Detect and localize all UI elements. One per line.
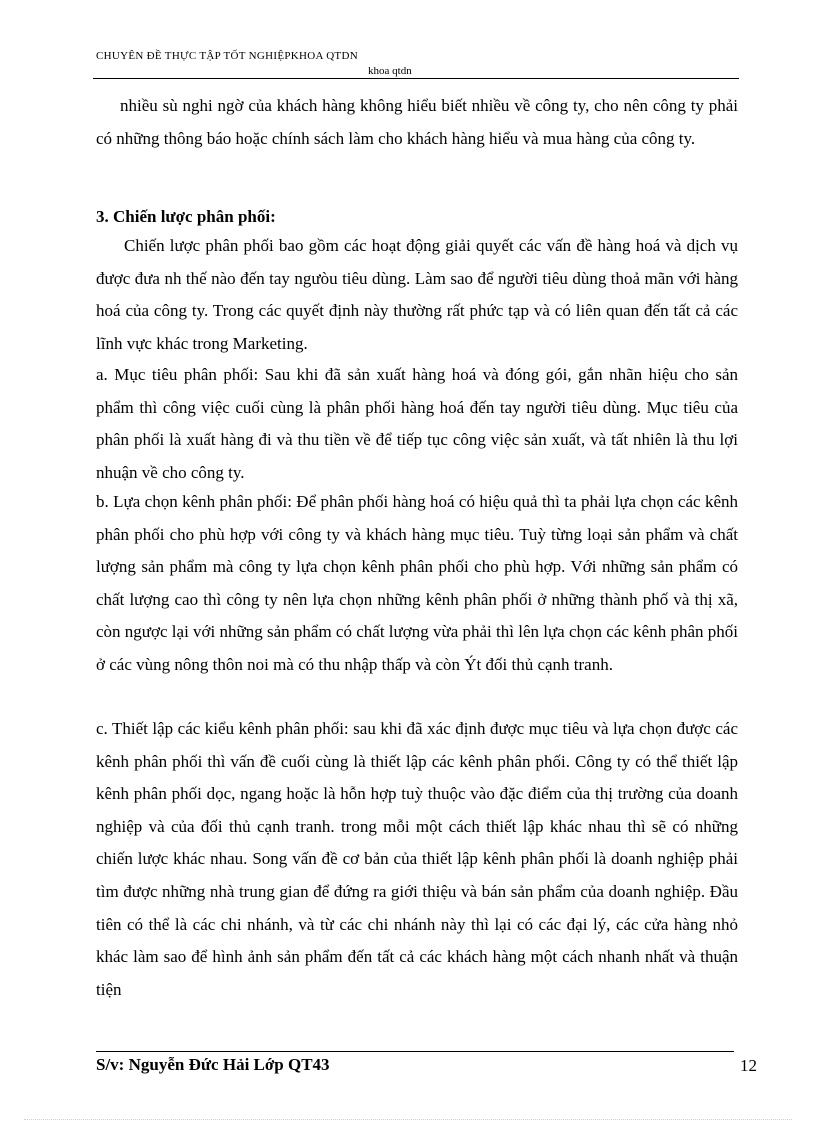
running-header-subtitle: khoa qtdn xyxy=(368,65,412,77)
page-number: 12 xyxy=(740,1056,757,1075)
running-header-title: CHUYÊN ĐỀ THỰC TẬP TỐT NGHIỆPKHOA QTDN xyxy=(96,50,358,62)
paragraph-c: c. Thiết lập các kiểu kênh phân phối: sau khi đã xác định được mục tiêu và lựa chọn được các kênh phân phối thì vấn đề cuối cùng là thiết lập các kênh phân phối. Công ty có thể thiết lập kênh phân phối dọc, ngang hoặc là hỗn hợp tuỳ thuộc vào đặc điểm của thị trường của doanh nghiệp và của đối thủ cạnh tranh. trong mỗi một cách thiết lập khác nhau thì sẽ có những chiến lược khác nhau. Song vấn đề cơ bản của thiết lập kênh phân phối là doanh nghiệp phải tìm được những nhà trung gian để đứng ra giới thiệu và bán sản phẩm của doanh nghiệp. Đầu tiên có thể là các chi nhánh, và từ các chi nhánh này thì lại có các đại lý, các cửa hàng nhỏ khác làm sao để hình ảnh sản phẩm đến tất cả các khách hàng một cách nhanh nhất và thuận tiện xyxy=(96,719,738,999)
paragraph-b: b. Lựa chọn kênh phân phối: Để phân phối hàng hoá có hiệu quả thì ta phải lựa chọn các kênh phân phối cho phù hợp với công ty và khách hàng mục tiêu. Tuỳ từng loại sản phẩm và chất lượng sản phẩm mà công ty lựa chọn kênh phân phối cho phù hợp. Với những sản phẩm có chất lượng cao thì công ty nên lựa chọn những kênh phân phối ở những thành phố và thị xã, còn ngược lại với những sản phẩm có chất lượng vừa phải thì lên lựa chọn các kênh phân phối ở các vùng nông thôn noi mà có thu nhập thấp và còn Ýt đối thủ cạnh tranh. xyxy=(96,492,738,674)
intro-paragraph: nhiều sù nghi ngờ của khách hàng không hiểu biết nhiều về công ty, cho nên công ty phải có những thông báo hoặc chính sách làm cho khách hàng hiểu và mua hàng của công ty. xyxy=(96,96,738,148)
footer-author: S/v: Nguyễn Đức Hải Lớp QT43 xyxy=(96,1055,330,1074)
header-divider xyxy=(93,78,739,79)
section-heading: 3. Chiến lược phân phối: xyxy=(96,207,276,226)
page-edge-dotted-line xyxy=(24,1119,792,1120)
paragraph-a: a. Mục tiêu phân phối: Sau khi đã sản xuất hàng hoá và đóng gói, gắn nhãn hiệu cho sản phẩm thì công việc cuối cùng là phân phối hàng hoá đến tay người tiêu dùng. Mục tiêu của phân phối là xuất hàng đi và thu tiền về để tiếp tục công việc sản xuất, và tất nhiên là thu lợi nhuận về cho công ty. xyxy=(96,365,738,482)
strategy-paragraph: Chiến lược phân phối bao gồm các hoạt động giải quyết các vấn đề hàng hoá và dịch vụ được đưa nh thế nào đến tay ngưòu tiêu dùng. Làm sao để người tiêu dùng thoả mãn với hàng hoá của công ty. Trong các quyết định này thường rất phức tạp và có liên quan đến tất cả các lĩnh vực khác trong Marketing. xyxy=(96,236,738,353)
footer-divider xyxy=(96,1051,734,1052)
